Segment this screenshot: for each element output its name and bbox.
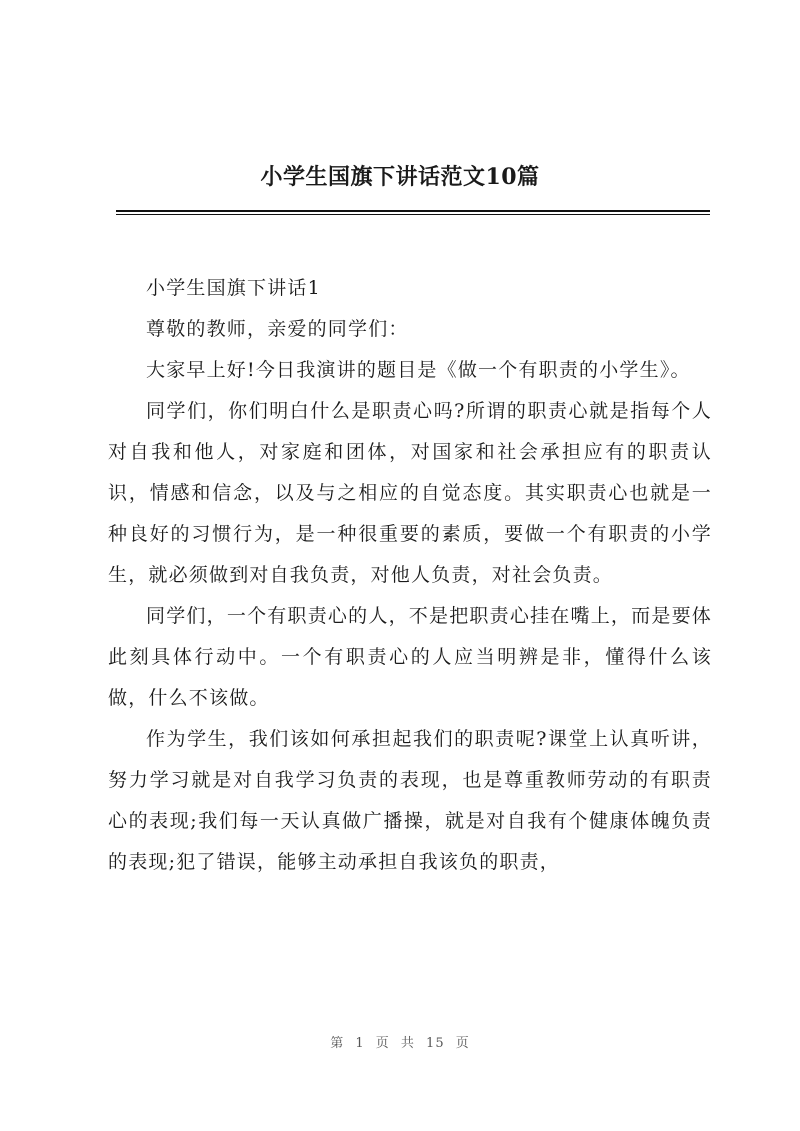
paragraph: 同学们，你们明白什么是职责心吗?所谓的职责心就是指每个人对自我和他人，对家庭和团体，对国家和社会承担应有的职责认识，情感和信念，以及与之相应的自觉态度。其实职责心也就是一种良好的习惯行为，是一种很重要的素质，要做一个有职责的小学生，就必须做到对自我负责，对他人负责，对社会负责。 [108,400,712,586]
section-heading: 小学生国旗下讲话1 [146,277,321,299]
paragraph: 作为学生，我们该如何承担起我们的职责呢?课堂上认真听讲，努力学习就是对自我学习负责的表现，也是尊重教师劳动的有职责心的表现;我们每一天认真做广播操，就是对自我有个健康体魄负责的表现;犯了错误，能够主动承担自我该负的职责， [108,728,712,873]
title-rule-thick [116,210,710,212]
paragraph: 大家早上好!今日我演讲的题目是《做一个有职责的小学生》。 [146,359,691,381]
salutation: 尊敬的教师，亲爱的同学们： [146,318,409,340]
page-footer: 第 1 页 共 15 页 [330,1036,470,1051]
document-title: 小学生国旗下讲话范文10篇 [260,164,540,190]
title-rule-thin [116,214,710,215]
paragraph: 同学们，一个有职责心的人，不是把职责心挂在嘴上，而是要体此刻具体行动中。一个有职责心的人应当明辨是非，懂得什么该做，什么不该做。 [108,605,712,709]
document-body [108,268,712,883]
